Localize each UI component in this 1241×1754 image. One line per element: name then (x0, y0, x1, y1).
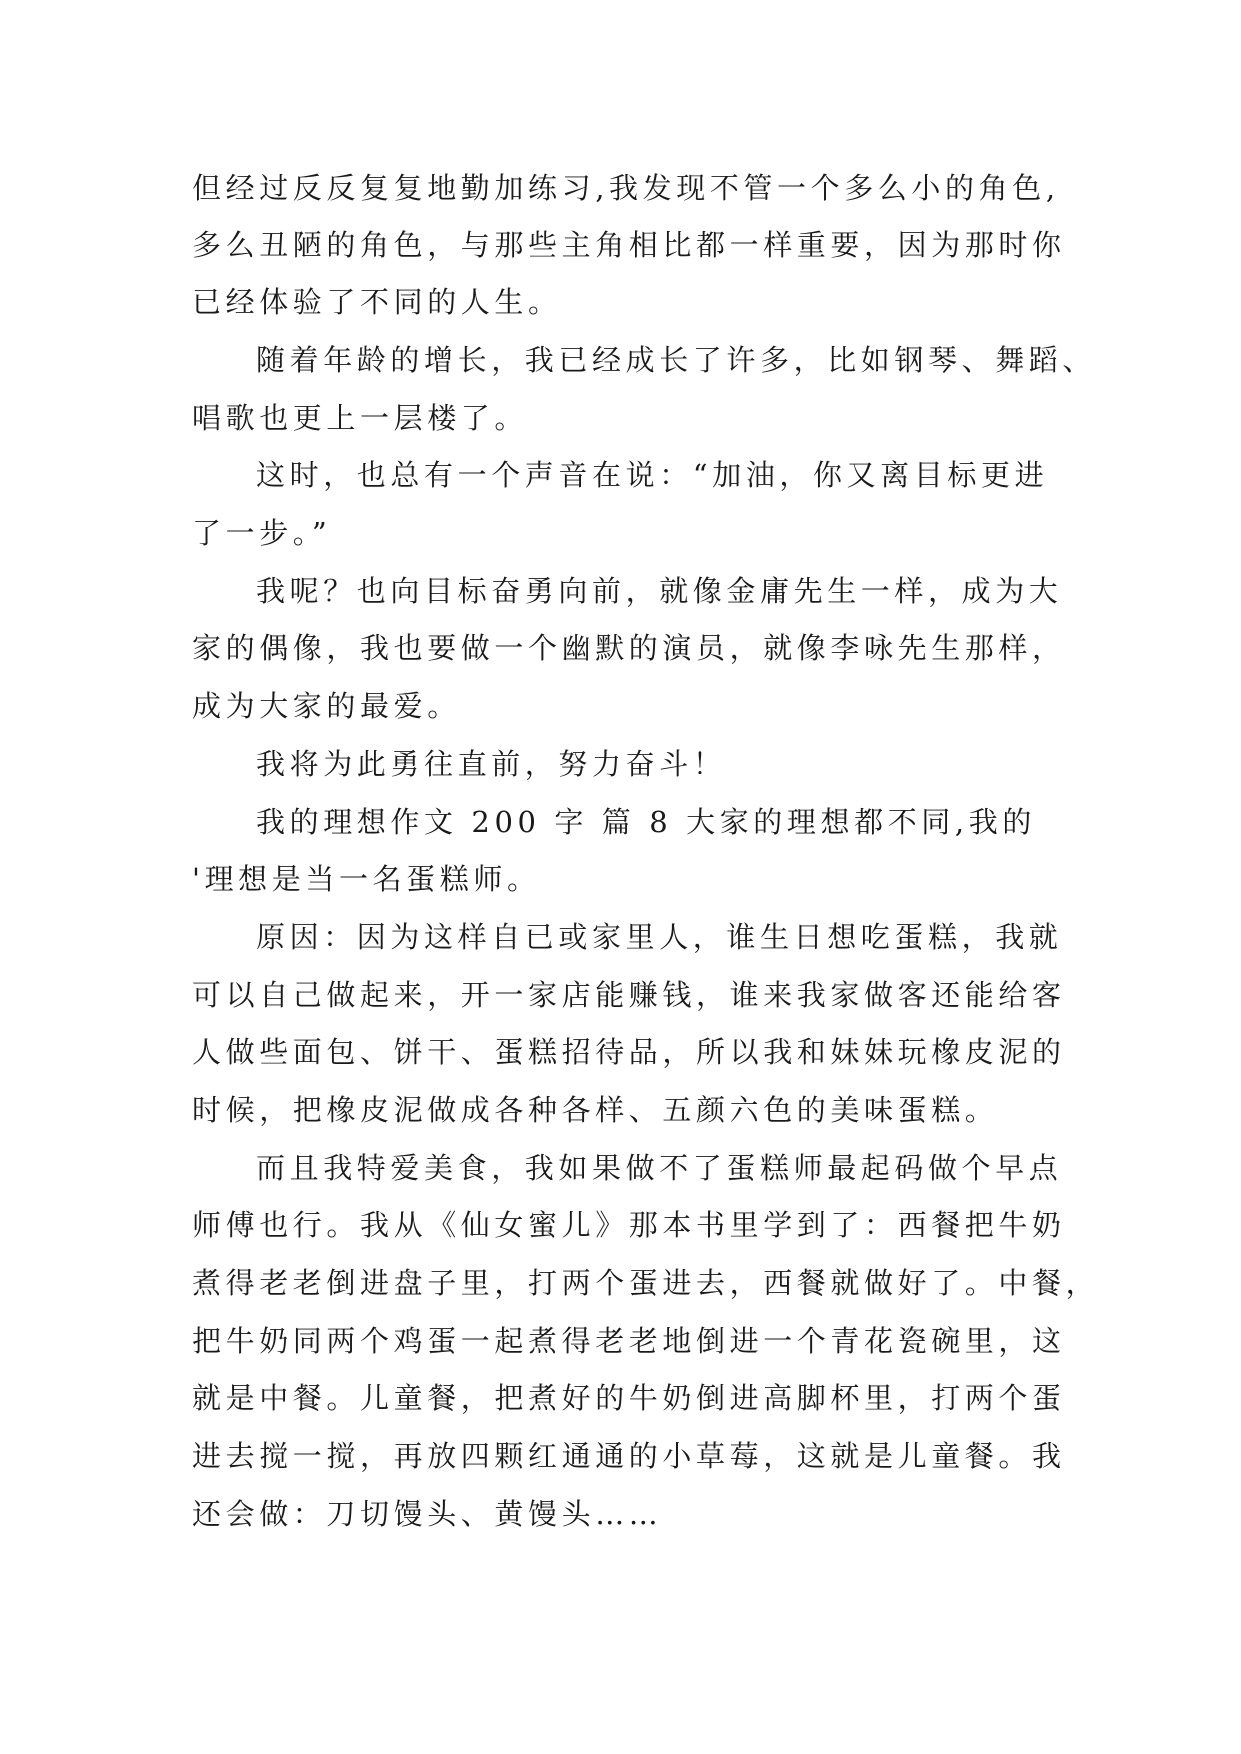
text-line-2: 多么丑陋的角色，与那些主角相比都一样重要，因为那时你 (192, 228, 1066, 262)
text-line-1: 但经过反反复复地勤加练习,我发现不管一个多么小的角色, (192, 171, 1060, 205)
text-line-12: 我的理想作文 200 字 篇 8 大家的理想都不同,我的 (256, 805, 1036, 839)
text-line-13: '理想是当一名蛋糕师。 (192, 862, 541, 896)
text-line-16: 人做些面包、饼干、蛋糕招待品，所以我和妹妹玩橡皮泥的 (192, 1035, 1066, 1069)
text-line-24: 还会做：刀切馒头、黄馒头…… (192, 1497, 663, 1531)
text-line-17: 时候，把橡皮泥做成各种各样、五颜六色的美味蛋糕。 (192, 1093, 999, 1127)
text-line-15: 可以自己做起来，开一家店能赚钱，谁来我家做客还能给客 (192, 978, 1066, 1012)
text-line-11: 我将为此勇往直前，努力奋斗！ (256, 747, 727, 781)
text-line-6: 这时，也总有一个声音在说：“加油，你又离目标更进 (256, 458, 1049, 492)
text-line-23: 进去搅一搅，再放四颗红通通的小草莓，这就是儿童餐。我 (192, 1439, 1066, 1473)
text-line-7: 了一步。” (192, 516, 332, 550)
text-line-5: 唱歌也更上一层楼了。 (192, 401, 529, 435)
text-line-22: 就是中餐。儿童餐，把煮好的牛奶倒进高脚杯里，打两个蛋 (192, 1381, 1066, 1415)
text-line-10: 成为大家的最爱。 (192, 689, 461, 723)
text-line-4: 随着年龄的增长，我已经成长了许多，比如钢琴、舞蹈、 (256, 343, 1097, 377)
text-line-19: 师傅也行。我从《仙女蜜儿》那本书里学到了：西餐把牛奶 (192, 1208, 1066, 1242)
text-line-8: 我呢？也向目标奋勇向前，就像金庸先生一样，成为大 (256, 574, 1063, 608)
text-line-20: 煮得老老倒进盘子里，打两个蛋进去，西餐就做好了。中餐， (192, 1266, 1100, 1300)
text-line-14: 原因：因为这样自已或家里人，谁生日想吃蛋糕，我就 (256, 920, 1063, 954)
text-line-3: 已经体验了不同的人生。 (192, 285, 562, 319)
text-line-21: 把牛奶同两个鸡蛋一起煮得老老地倒进一个青花瓷碗里，这 (192, 1324, 1066, 1358)
text-line-18: 而且我特爱美食，我如果做不了蛋糕师最起码做个早点 (256, 1151, 1063, 1185)
text-line-9: 家的偶像，我也要做一个幽默的演员，就像李咏先生那样， (192, 631, 1066, 665)
